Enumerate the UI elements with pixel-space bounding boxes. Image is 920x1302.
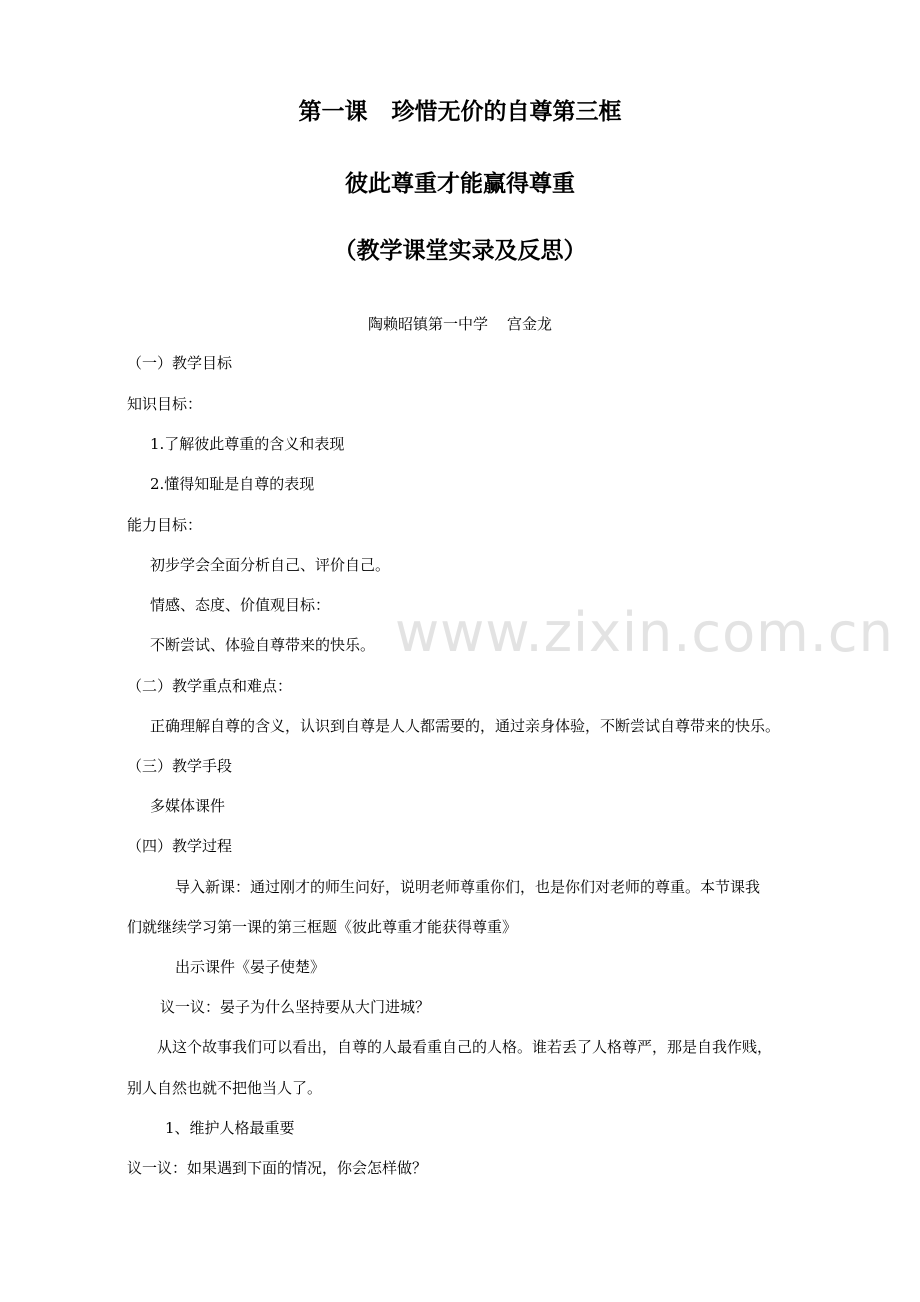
emotion-goals-label: 情感、态度、价值观目标： [150, 596, 331, 614]
section-heading-process: （四）教学过程 [127, 837, 233, 855]
title-line-3: （教学课堂实录及反思） [333, 238, 587, 264]
section-heading-methods: （三）教学手段 [127, 757, 233, 775]
emotion-goal-text: 不断尝试、体验自尊带来的快乐。 [150, 636, 376, 654]
section-heading-goals: （一）教学目标 [127, 354, 233, 372]
methods-text: 多媒体课件 [150, 797, 226, 815]
knowledge-goals-label: 知识目标： [127, 395, 203, 413]
paragraph-line: 议一议：如果遇到下面的情况，你会怎样做？ [127, 1159, 428, 1177]
knowledge-goal-item: 1.了解彼此尊重的含义和表现 [150, 435, 345, 453]
paragraph-line: 议一议：晏子为什么坚持要从大门进城？ [160, 998, 431, 1016]
watermark: www.zixin.com.cn [395, 601, 894, 664]
key-points-text: 正确理解自尊的含义，认识到自尊是人人都需要的，通过亲身体验，不断尝试自尊带来的快乐。 [150, 717, 781, 735]
paragraph-line: 别人自然也就不把他当人了。 [127, 1079, 323, 1097]
section-heading-key-points: （二）教学重点和难点： [127, 677, 293, 695]
subheading-line: 1、维护人格最重要 [165, 1119, 295, 1137]
ability-goals-label: 能力目标： [127, 516, 203, 534]
title-line-1: 第一课 珍惜无价的自尊第三框 [298, 99, 622, 125]
paragraph-line: 导入新课：通过刚才的师生问好，说明老师尊重你们，也是你们对老师的尊重。本节课我 [175, 878, 761, 896]
paragraph-line: 从这个故事我们可以看出，自尊的人最看重自己的人格。谁若丢了人格尊严，那是自我作贱， [157, 1038, 773, 1056]
knowledge-goal-item: 2.懂得知耻是自尊的表现 [150, 475, 315, 493]
title-line-2: 彼此尊重才能赢得尊重 [345, 171, 575, 197]
paragraph-line: 们就继续学习第一课的第三框题《彼此尊重才能获得尊重》 [127, 918, 518, 936]
ability-goal-text: 初步学会全面分析自己、评价自己。 [150, 556, 391, 574]
paragraph-line: 出示课件《晏子使楚》 [175, 958, 326, 976]
author-line: 陶赖昭镇第一中学 宫金龙 [367, 315, 553, 333]
